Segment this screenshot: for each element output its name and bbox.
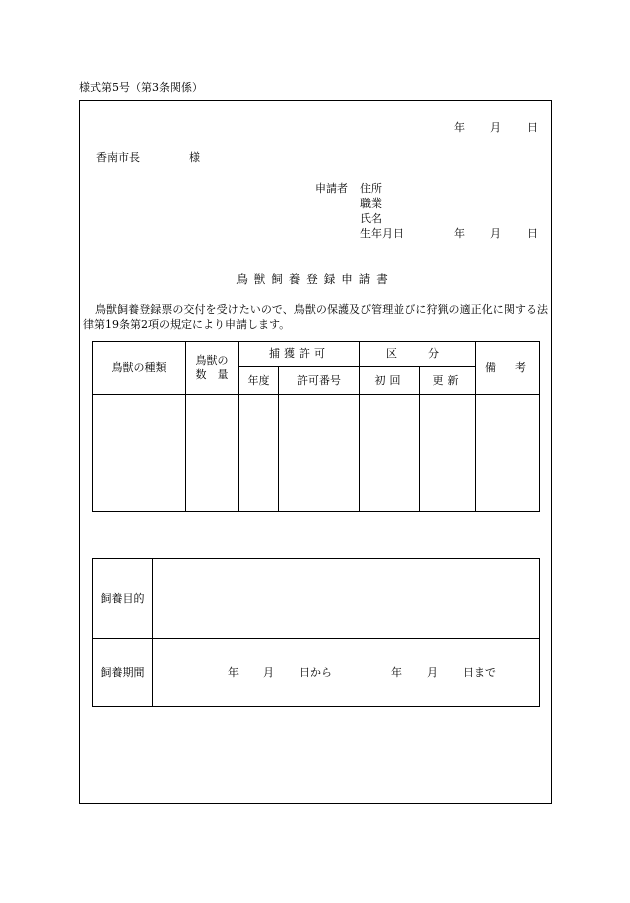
purpose-label: 飼養目的 xyxy=(93,559,153,639)
header-quantity-line1: 鳥獣の xyxy=(195,354,229,367)
header-permit-number: 許可番号 xyxy=(279,367,360,395)
document-title: 鳥獣飼養登録申請書 xyxy=(236,272,394,286)
name-label: 氏名 xyxy=(360,212,382,225)
header-quantity xyxy=(186,342,239,395)
applicant-role-label: 申請者 xyxy=(315,182,348,195)
period-start-year: 年 xyxy=(228,666,239,679)
period-start-day: 日から xyxy=(299,666,332,679)
header-species: 鳥獣の種類 xyxy=(93,342,186,395)
dob-label: 生年月日 xyxy=(360,227,404,240)
period-end-year: 年 xyxy=(391,666,402,679)
header-year: 年度 xyxy=(239,367,279,395)
header-quantity-line2: 数 量 xyxy=(195,368,229,381)
quantity-cell[interactable] xyxy=(186,395,239,512)
remarks-cell[interactable] xyxy=(476,395,540,512)
header-initial: 初回 xyxy=(360,367,420,395)
header-category: 区 分 xyxy=(360,342,476,367)
address-label: 住所 xyxy=(360,182,382,195)
period-cell[interactable] xyxy=(153,639,540,707)
occupation-label: 職業 xyxy=(360,197,382,210)
header-remarks: 備 考 xyxy=(476,342,540,395)
dob-day-label: 日 xyxy=(527,227,538,240)
applicant-fields xyxy=(360,182,404,242)
dob-year-label: 年 xyxy=(454,227,465,240)
renewal-cell[interactable] xyxy=(420,395,476,512)
species-table xyxy=(92,341,540,512)
date-year-label: 年 xyxy=(454,121,465,134)
species-cell[interactable] xyxy=(93,395,186,512)
addressee: 香南市長 xyxy=(96,151,140,164)
permit-number-cell[interactable] xyxy=(279,395,360,512)
header-capture-permit: 捕獲許可 xyxy=(239,342,360,367)
purpose-table xyxy=(92,558,540,707)
period-end-month: 月 xyxy=(427,666,438,679)
year-cell[interactable] xyxy=(239,395,279,512)
dob-month-label: 月 xyxy=(490,227,501,240)
date-day-label: 日 xyxy=(527,121,538,134)
form-number-label: 様式第5号（第3条関係） xyxy=(79,81,203,94)
period-start-month: 月 xyxy=(263,666,274,679)
period-end-day: 日まで xyxy=(463,666,496,679)
date-month-label: 月 xyxy=(490,121,501,134)
initial-cell[interactable] xyxy=(360,395,420,512)
honorific: 様 xyxy=(189,151,200,164)
header-renewal: 更新 xyxy=(420,367,476,395)
period-label: 飼養期間 xyxy=(93,639,153,707)
intro-paragraph: 鳥獣飼養登録票の交付を受けたいので、鳥獣の保護及び管理並びに狩猟の適正化に関する法律第19条第2項の規定により申請します。 xyxy=(83,303,548,331)
purpose-cell[interactable] xyxy=(153,559,540,639)
